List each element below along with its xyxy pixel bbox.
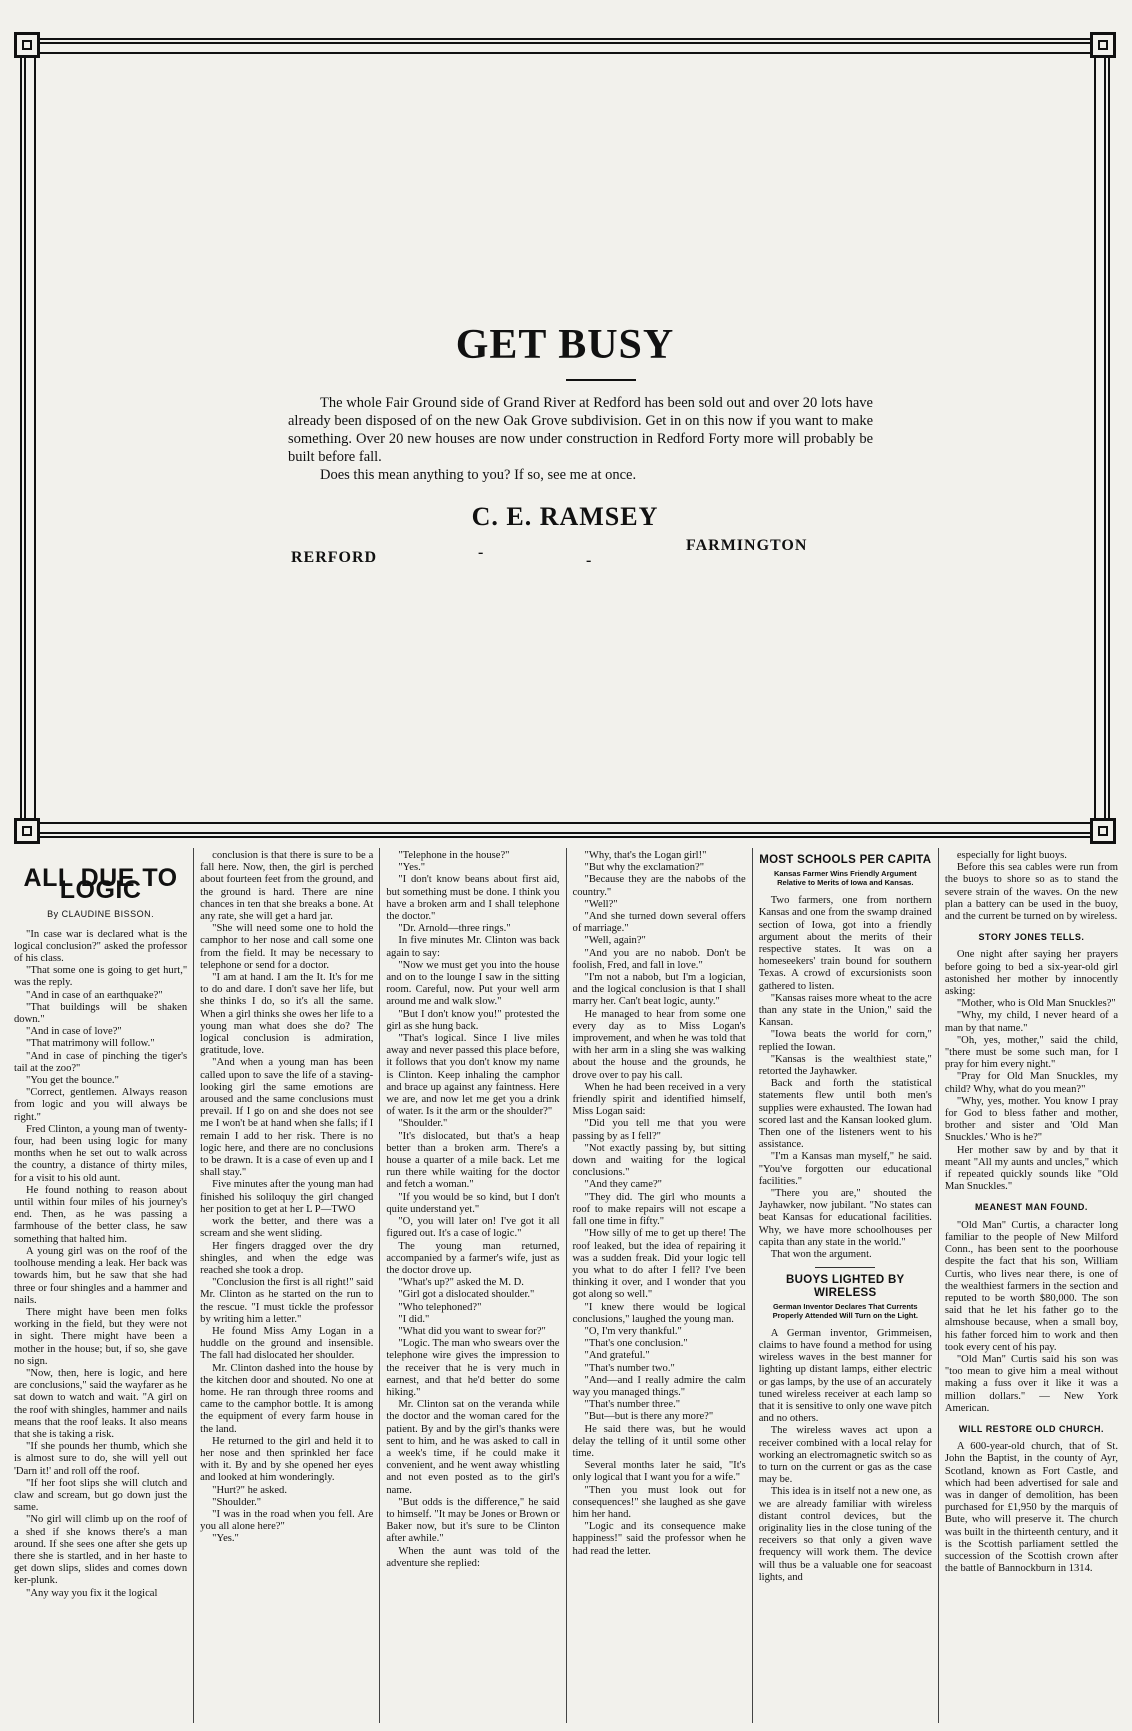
paragraph: "And you are no nabob. Don't be foolish, Fred, and fall in love." bbox=[572, 947, 746, 971]
paragraph: "Old Man" Curtis said his son was "too mean to give him a meal without making a fuss over it like it was a million dollars." — New York American. bbox=[944, 1353, 1119, 1414]
paragraph: A German inventor, Grimmeisen, claims to have found a method for using wireless waves in the best manner for lighting up distant lamps, either electric or gas lamps, by the use of an accurately tuned wireless receiver at each lamp so that it is sensitive to only one wave pitch and no others. bbox=[758, 1327, 932, 1425]
paragraph: "Because they are the nabobs of the country." bbox=[572, 874, 746, 898]
paragraph: That won the argument. bbox=[770, 1249, 872, 1261]
ad-body bbox=[288, 394, 873, 484]
paragraph: "Oh, yes, mother," said the child, "there must be some such man, for I pray for him every night." bbox=[944, 1034, 1119, 1071]
paragraph: "That some one is going to get hurt," was the reply. bbox=[14, 965, 188, 989]
paragraph: He found Miss Amy Logan in a huddle on the ground and insensible. The fall had dislocated her shoulder. bbox=[200, 1325, 374, 1362]
paragraph: "Who telephoned?" bbox=[398, 1301, 482, 1313]
story-body bbox=[200, 850, 373, 1546]
paragraph: "No girl will climb up on the roof of a shed if she knows there's a man around. If she sees one after she gets up there she is startled, and in her haste to get down slips, slides and comes down ker-plunk. bbox=[14, 1514, 188, 1587]
paragraph: When he had been received in a very friendly spirit and identified himself, Miss Logan said: bbox=[572, 1081, 746, 1118]
column-5 bbox=[753, 848, 939, 1723]
paragraph: "Logic. The man who swears over the telephone wire gives the impression to the receiver that he is very much in earnest, and that he'd better do some hiking." bbox=[386, 1338, 560, 1398]
paragraph: He said there was, but he would delay the telling of it until some other time. bbox=[572, 1423, 746, 1459]
column-3 bbox=[380, 848, 566, 1723]
article-subheadline: German Inventor Declares That Currents Properly Attended Will Turn on the Light. bbox=[772, 1301, 918, 1320]
article-body bbox=[759, 895, 932, 1261]
paragraph: "Why, yes, mother. You know I pray for God to bless father and mother, brother and sister and 'Old Man Snuckles.' Who is he?" bbox=[944, 1095, 1119, 1144]
paragraph: Her mother saw by and by that it meant "All my aunts and uncles," which if repeated quickly sounds like "Old Man Snuckles." bbox=[944, 1144, 1119, 1193]
paragraph: Back and forth the statistical statements flew until both men's supplies were exhausted. The Iowan had scored last and the Kansan looked glum. Then one of the listeners went to his assistance. bbox=[758, 1078, 932, 1151]
paragraph: "And they came?" bbox=[584, 1179, 662, 1191]
paragraph: conclusion is that there is sure to be a fall here. Now, then, the girl is perched about fourteen feet from the ground, and the ground is hard. There are nine chances in ten that she breaks a bone. At any rate, she will get a hard jar. bbox=[200, 850, 374, 923]
paragraph: "That's logical. Since I live miles away and never passed this place before, it follows that you don't know my name is Clinton. Keep inhaling the camphor and brace up against any faintness. Here we are, and now let me get you a drink of water. Is it the arm or the shoulder?" bbox=[386, 1033, 560, 1118]
advertisement-box bbox=[20, 38, 1110, 838]
border-corner-ornament bbox=[14, 32, 40, 58]
ad-dash: - bbox=[586, 552, 592, 569]
paragraph: A young girl was on the roof of the toolhouse mending a leak. Her back was towards him, but he saw that she had three or four shingles and a hammer and nails. bbox=[14, 1245, 188, 1306]
paragraph: One night after saying her prayers before going to bed a six-year-old girl astonished her mother by innocently asking: bbox=[944, 949, 1119, 998]
article-subheadline: Kansas Farmer Wins Friendly Argument Relative to Merits of Iowa and Kansas. bbox=[773, 869, 917, 888]
paragraph: "Well?" bbox=[584, 898, 618, 910]
story-title: ALL DUE TO LOGIC bbox=[23, 864, 178, 905]
article-body bbox=[759, 1328, 932, 1584]
paragraph: "I was in the road when you fell. Are you all alone here?" bbox=[200, 1508, 374, 1533]
paragraph: "Old Man" Curtis, a character long familiar to the people of New Milford Conn., has been sent to the poorhouse despite the fact that his son, William Curtis, who lives near there, is one of the wealthiest farmers in the section and reputed to be worth $80,000. The son said that he let his father go to the almshouse because, when a small boy, his father forced him to work and then took every cent of his pay. bbox=[944, 1219, 1119, 1353]
article-headline: MOST SCHOOLS PER CAPITA bbox=[759, 854, 932, 866]
paragraph: "Dr. Arnold—three rings." bbox=[398, 923, 511, 935]
paragraph: Her fingers dragged over the dry shingles, and when the edge was reached she took a drop. bbox=[200, 1240, 374, 1276]
paragraph: "Then you must look out for consequences!" she laughed as she gave him her hand. bbox=[572, 1484, 746, 1520]
paragraph: "I don't know beans about first aid, but something must be done. I think you have a broken arm and I shall telephone the doctor." bbox=[386, 874, 560, 923]
paragraph: "I'm not a nabob, but I'm a logician, and the logical conclusion is that I shall marry her. Can't beat logic, aunty." bbox=[572, 972, 746, 1008]
paragraph: "I knew there would be logical conclusions," laughed the young man. bbox=[572, 1301, 746, 1325]
article-body bbox=[945, 949, 1118, 1193]
paragraph: "That's one conclusion." bbox=[584, 1338, 688, 1350]
paragraph: In five minutes Mr. Clinton was back again to say: bbox=[386, 935, 560, 959]
divider bbox=[815, 1267, 875, 1268]
paragraph: "It's dislocated, but that's a heap better than a broken arm. There's a house a quarter of a mile back. Let me run there while waiting for the doctor and fetch a woman." bbox=[386, 1130, 560, 1191]
paragraph: "That matrimony will follow." bbox=[26, 1038, 155, 1050]
paragraph: "Conclusion the first is all right!" said Mr. Clinton as he started on the run to the rescue. "I must tickle the professor by writing him a letter." bbox=[200, 1277, 374, 1325]
paragraph: "If her foot slips she will clutch and claw and scream, but go down just the same. bbox=[14, 1477, 188, 1514]
paragraph: "If you would be so kind, but I don't quite understand yet." bbox=[386, 1191, 560, 1215]
paragraph: "I'm a Kansas man myself," he said. "You've forgotten our educational facilities." bbox=[758, 1151, 932, 1187]
paragraph: "She will need some one to hold the camphor to her nose and call some one from the field. It may be necessary to telephone or send for a doctor. bbox=[200, 923, 374, 971]
column-1 bbox=[8, 848, 194, 1723]
ad-rule bbox=[566, 379, 636, 381]
paragraph: "They did. The girl who mounts a roof to make repairs will not escape a fall one time in fifty." bbox=[572, 1191, 746, 1228]
paragraph: "Telephone in the house?" bbox=[398, 850, 510, 861]
article-headline: MEANEST MAN FOUND. bbox=[974, 1202, 1088, 1213]
paragraph: "Well, again?" bbox=[584, 935, 646, 947]
paragraph: Before this sea cables were run from the buoys to shore so as to stand the severe strain of the waves. On the new plan a battery can be used in the buoy, and the current be turned on by wireless. bbox=[944, 862, 1119, 923]
paragraph: When the aunt was told of the adventure she replied: bbox=[386, 1545, 560, 1569]
article-body bbox=[945, 850, 1118, 923]
paragraph: "Hurt?" he asked. bbox=[212, 1484, 288, 1496]
paragraph: Fred Clinton, a young man of twenty-four, had been using logic for many months when he set out to walk across the country, a distance of thirty miles, for a visit to his old aunt. bbox=[14, 1123, 188, 1184]
paragraph: "Iowa beats the world for corn," replied the Iowan. bbox=[758, 1029, 932, 1053]
paragraph: "Shoulder." bbox=[212, 1496, 262, 1508]
paragraph: "Not exactly passing by, but sitting down and waiting for the logical conclusions." bbox=[572, 1142, 746, 1179]
paragraph: "What did you want to swear for?" bbox=[398, 1325, 546, 1337]
paragraph: "And in case of an earthquake?" bbox=[26, 989, 163, 1001]
story-body bbox=[14, 929, 187, 1600]
ad-dash: - bbox=[478, 544, 484, 561]
paragraph: "Now, then, here is logic, and here are conclusions," said the wayfarer as he sat down to watch and wait. "A girl on the roof with shingles, hammer and nails means that the roof leaks. It also means that she is taking a risk. bbox=[14, 1367, 188, 1440]
ad-location-left: RERFORD bbox=[291, 549, 378, 566]
paragraph: "Logic and its consequence make happiness!" said the professor when he had read the letter. bbox=[572, 1521, 746, 1557]
ad-advertiser-name: C. E. RAMSEY bbox=[471, 502, 659, 531]
paragraph: "And in case of pinching the tiger's tail at the zoo?" bbox=[14, 1050, 188, 1074]
paragraph: "Kansas is the wealthiest state," retorted the Jayhawker. bbox=[758, 1053, 932, 1078]
article-body bbox=[945, 1441, 1118, 1575]
paragraph: "And when a young man has been called upon to save the life of a staving-looking girl the same emotions are aroused and the same conclusions must prevail. If I go on and she does not see me I won't be at hand when she falls; if I remain I add to her risk. There is no logic here, and there are no conclusions to be drawn. It is a case of even up and I shall stay." bbox=[200, 1057, 374, 1179]
paragraph: "In case war is declared what is the logical conclusion?" asked the professor of his class. bbox=[14, 928, 188, 965]
paragraph: "That buildings will be shaken down." bbox=[14, 1001, 188, 1026]
paragraph: The young man returned, accompanied by a farmer's wife, just as the doctor drove up. bbox=[386, 1240, 560, 1276]
paragraph: "But why the exclamation?" bbox=[584, 862, 705, 874]
paragraph: "Yes." bbox=[398, 862, 426, 874]
column-4 bbox=[567, 848, 753, 1723]
paragraph: "Why, that's the Logan girl!" bbox=[584, 850, 707, 861]
article-body bbox=[945, 1220, 1118, 1415]
paragraph: He found nothing to reason about until within four miles of his journey's end. Then, as he was passing a farmhouse of the better class, he saw something that halted him. bbox=[14, 1184, 188, 1245]
paragraph: "Any way you fix it the logical bbox=[26, 1587, 158, 1599]
paragraph: work the better, and there was a scream and she went sliding. bbox=[200, 1216, 374, 1240]
paragraph: "Kansas raises more wheat to the acre than any state in the Union," said the Kansan. bbox=[758, 992, 932, 1029]
paragraph: "That's number three." bbox=[584, 1399, 681, 1411]
article-headline: STORY JONES TELLS. bbox=[978, 932, 1085, 943]
paragraph: "But odds is the difference," he said to himself. "It may be Jones or Brown or Baker now, but it's sure to be Clinton after awhile." bbox=[386, 1496, 560, 1545]
paragraph: "I did." bbox=[398, 1313, 430, 1325]
ad-headline: GET BUSY bbox=[455, 322, 675, 368]
paragraph: Mr. Clinton sat on the veranda while the doctor and the woman cared for the patient. By and by the girl's thanks were sent to him, and he was asked to call in a week's time, if he could make it convenient, and he went away whistling and not even posted as to the girl's name. bbox=[386, 1399, 560, 1496]
paragraph: He managed to hear from some one every day as to Miss Logan's improvement, and when he was told that with her arm in a sling she was walking about the house and the grounds, he drove over to pay his call. bbox=[572, 1008, 746, 1081]
paragraph: The wireless waves act upon a receiver combined with a local relay for working an electromagnetic switch so as to turn on the current or gas as the case may be. bbox=[758, 1425, 932, 1486]
paragraph: "Correct, gentlemen. Always reason from logic and you will always be right." bbox=[14, 1087, 188, 1123]
paragraph: There might have been men folks working in the field, but they were not in sight. There might have been a mother in the house; but, if so, she gave no sign. bbox=[14, 1306, 188, 1367]
border-corner-ornament bbox=[1090, 32, 1116, 58]
paragraph: especially for light buoys. bbox=[956, 850, 1067, 861]
paragraph: "Now we must get you into the house and on to the lounge I saw in the sitting room. Careful, now. Put your well arm around me and walk slow." bbox=[386, 959, 560, 1008]
paragraph: "How silly of me to get up there! The roof leaked, but the idea of repairing it was a sudden freak. Did your logic tell you what to do after I fell? I've been thinking it over, and I wonder that you got along so well." bbox=[572, 1228, 746, 1301]
paragraph: Mr. Clinton dashed into the house by the kitchen door and shouted. No one at home. He ran through three rooms and came to the camphor bottle. It is among the equipment of every farm house in the land. bbox=[200, 1362, 374, 1435]
ad-body-paragraph: The whole Fair Ground side of Grand River at Redford has been sold out and over 20 lots have already been disposed of on the new Oak Grove subdivision. Get in on this now if you want to make something. Over 20 new houses are now under construction in Redford Forty more will probably be built before fall. bbox=[288, 395, 873, 465]
paragraph: "What's up?" asked the M. D. bbox=[398, 1277, 524, 1289]
paragraph: "Pray for Old Man Snuckles, my child? Why, what do you mean?" bbox=[944, 1071, 1119, 1095]
paragraph: A 600-year-old church, that of St. John the Baptist, in the county of Ayr, Scotland, known as Fort Castle, and which had been advertised for sale and was in danger of demolition, has been purchased for £1,950 by the marquis of Bute, who will preserve it. The church was built in the thirteenth century, and it is the Scottish parliament settled the succession of the Scottish crown after the battle of Bannockburn in 1314. bbox=[944, 1441, 1119, 1575]
ad-location-right: FARMINGTON bbox=[686, 537, 808, 554]
ad-body-paragraph: Does this mean anything to you? If so, see me at once. bbox=[320, 467, 637, 483]
byline: By CLAUDINE BISSON. bbox=[47, 909, 155, 920]
paragraph: "And—and I really admire the calm way you managed things." bbox=[572, 1374, 746, 1398]
article-headline: BUOYS LIGHTED BY WIRELESS bbox=[786, 1274, 905, 1299]
paragraph: Five minutes after the young man had finished his soliloquy the girl changed her position to get at her L P—TWO bbox=[200, 1179, 374, 1215]
paragraph: "Did you tell me that you were passing by as I fell?" bbox=[572, 1118, 746, 1142]
border-corner-ornament bbox=[14, 818, 40, 844]
paragraph: "And grateful." bbox=[584, 1350, 650, 1362]
paragraph: "But—but is there any more?" bbox=[584, 1411, 714, 1423]
paragraph: "O, I'm very thankful." bbox=[584, 1325, 682, 1337]
paragraph: "And she turned down several offers of marriage." bbox=[572, 911, 746, 935]
paragraph: "Why, my child, I never heard of a man by that name." bbox=[944, 1010, 1119, 1034]
paragraph: "I am at hand. I am the It. It's for me to do and dare. I don't save her life, but she thinks I do, so it's all the same. When a girl thinks she owes her life to a young man what does she do? The logical conclusion is admiration, gratitude, love. bbox=[200, 972, 374, 1057]
column-6 bbox=[939, 848, 1124, 1723]
paragraph: "And in case of love?" bbox=[26, 1026, 122, 1038]
paragraph: "There you are," shouted the Jayhawker, now jubilant. "No states can beat Kansas for educational facilities. Why, we have more schoolhouses per capita than any state in the world." bbox=[758, 1188, 932, 1248]
paragraph: Several months later he said, "It's only logical that I want you for a wife." bbox=[572, 1460, 746, 1484]
paragraph: "You get the bounce." bbox=[26, 1075, 119, 1087]
paragraph: "But I don't know you!" protested the girl as she hung back. bbox=[386, 1008, 560, 1032]
column-2 bbox=[194, 848, 380, 1723]
paragraph: "Girl got a dislocated shoulder." bbox=[398, 1289, 535, 1301]
paragraph: "If she pounds her thumb, which she is almost sure to do, she will yell out 'Darn it!' and roll off the roof. bbox=[14, 1441, 188, 1477]
paragraph: He returned to the girl and held it to her nose and then sprinkled her face with it. By and by she opened her eyes and looked at him wonderingly. bbox=[200, 1435, 374, 1484]
paragraph: "O, you will later on! I've got it all figured out. It's a case of logic." bbox=[386, 1216, 560, 1240]
paragraph: Two farmers, one from northern Kansas and one from the swamp drained section of Iowa, got into a friendly argument about the merits of their respective states. It was on a homeseekers' train bound for southern Texas. A crowd of excursionists soon gathered to listen. bbox=[758, 895, 932, 992]
paragraph: "Shoulder." bbox=[398, 1118, 448, 1130]
paragraph: "That's number two." bbox=[584, 1362, 675, 1374]
article-headline: WILL RESTORE OLD CHURCH. bbox=[958, 1423, 1105, 1434]
newspaper-columns bbox=[8, 848, 1124, 1723]
paragraph: This idea is in itself not a new one, as we are already familiar with wireless distant control devices, but the originality lies in the close tuning of the receivers so that only a given wave frequency will work them. The device will thus be a valuable one for seacoast lights, and bbox=[758, 1486, 932, 1583]
border-corner-ornament bbox=[1090, 818, 1116, 844]
story-body bbox=[573, 850, 746, 1558]
story-body bbox=[386, 850, 559, 1570]
paragraph: "Mother, who is Old Man Snuckles?" bbox=[956, 998, 1116, 1010]
paragraph: "Yes." bbox=[212, 1533, 239, 1545]
